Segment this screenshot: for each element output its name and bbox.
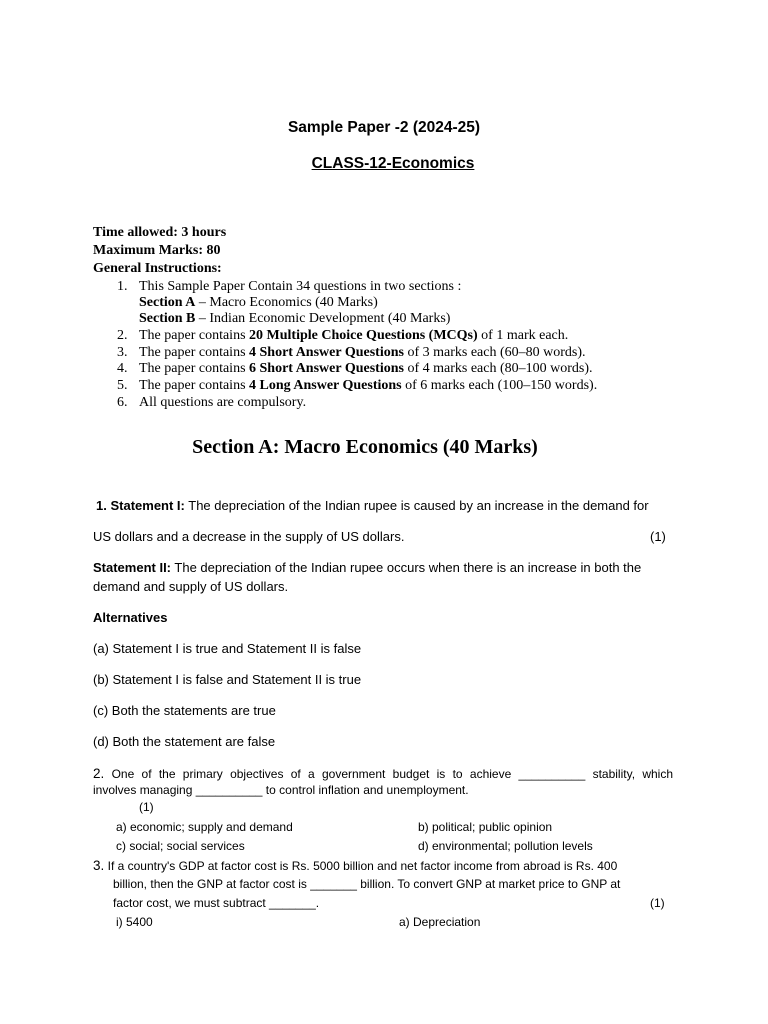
instruction-text: All questions are compulsory. <box>139 395 307 410</box>
q1-option-d: (d) Both the statement are false <box>93 734 276 749</box>
instruction-text: The paper contains <box>139 345 250 360</box>
instruction-text: The paper contains <box>139 328 250 343</box>
paper-title: Sample Paper -2 (2024-25) <box>287 119 481 136</box>
q1-option-c: (c) Both the statements are true <box>93 703 276 718</box>
q3-option-left: i) 5400 <box>116 915 153 929</box>
q1-statement-2-text: The depreciation of the Indian rupee occurs when there is an increase in both the <box>171 560 642 575</box>
instruction-number: 6. <box>117 395 128 410</box>
maximum-marks: Maximum Marks: 80 <box>93 243 221 258</box>
instruction-text-tail: of 3 marks each (60–80 words). <box>403 345 586 360</box>
time-allowed: Time allowed: 3 hours <box>93 225 227 240</box>
instruction-text-tail: – Macro Economics (40 Marks) <box>195 295 378 310</box>
q1-statement-1 <box>96 498 649 513</box>
q2-option-a: a) economic; supply and demand <box>116 820 293 834</box>
q1-marks: (1) <box>650 529 666 544</box>
q2-option-d: d) environmental; pollution levels <box>418 839 593 853</box>
q2-line-1 <box>93 766 673 781</box>
section-a-heading: Section A: Macro Economics (40 Marks) <box>192 436 538 458</box>
instruction-text: This Sample Paper Contain 34 questions in two sections : <box>139 279 462 294</box>
instruction-bold: Section B <box>139 311 196 326</box>
instruction-bold: 4 Long Answer Questions <box>249 378 402 393</box>
q2-line-2: involves managing __________ to control inflation and unemployment. <box>93 783 469 797</box>
instruction-text: The paper contains <box>139 361 250 376</box>
q3-line-2: billion, then the GNP at factor cost is _______ billion. To convert GNP at market price to GNP at <box>113 877 621 891</box>
q1-option-a: (a) Statement I is true and Statement II is false <box>93 641 362 656</box>
q1-option-b: (b) Statement I is false and Statement II is true <box>93 672 362 687</box>
instruction-bold: 6 Short Answer Questions <box>249 361 404 376</box>
instruction-number: 1. <box>117 279 128 294</box>
instruction-number: 5. <box>117 378 128 393</box>
instruction-bold: 20 Multiple Choice Questions (MCQs) <box>249 328 478 343</box>
q3-line-3: factor cost, we must subtract _______. <box>113 896 320 910</box>
instruction-text-tail: of 1 mark each. <box>477 328 569 343</box>
instruction-bold: 4 Short Answer Questions <box>249 345 404 360</box>
q1-statement-2 <box>93 560 641 575</box>
q1-statement-1-label: Statement I: <box>110 498 185 513</box>
q3-number: 3. <box>93 858 105 873</box>
q1-statement-2-cont: demand and supply of US dollars. <box>93 579 289 594</box>
instruction-number: 2. <box>117 328 128 343</box>
q1-alternatives-label: Alternatives <box>93 610 168 625</box>
q3-line-1 <box>93 858 617 873</box>
q2-marks: (1) <box>139 800 154 814</box>
instruction-text: The paper contains <box>139 378 250 393</box>
instruction-number: 4. <box>117 361 128 376</box>
instruction-number: 3. <box>117 345 128 360</box>
instruction-text-tail: – Indian Economic Development (40 Marks) <box>195 311 451 326</box>
q1-statement-1-cont: US dollars and a decrease in the supply of US dollars. <box>93 529 405 544</box>
general-instructions-heading: General Instructions: <box>93 261 222 276</box>
paper-subtitle: CLASS-12-Economics <box>311 155 475 172</box>
instruction-text-tail: of 4 marks each (80–100 words). <box>403 361 593 376</box>
instruction-bold: Section A <box>139 295 196 310</box>
q2-option-c: c) social; social services <box>116 839 245 853</box>
q3-line-1-text: If a country's GDP at factor cost is Rs. 5000 billion and net factor income from abroad is Rs. 400 <box>107 859 618 873</box>
q2-line-1-text: One of the primary objectives of a government budget is to achieve __________ stability, which <box>111 767 673 781</box>
q3-marks: (1) <box>650 896 665 910</box>
q3-option-right: a) Depreciation <box>399 915 481 929</box>
q1-number: 1. <box>96 498 107 513</box>
q1-statement-2-label: Statement II: <box>93 560 172 575</box>
q1-statement-1-text: The depreciation of the Indian rupee is caused by an increase in the demand for <box>184 498 649 513</box>
q2-option-b: b) political; public opinion <box>418 820 553 834</box>
q2-number: 2. <box>93 766 105 781</box>
instruction-text-tail: of 6 marks each (100–150 words). <box>401 378 598 393</box>
